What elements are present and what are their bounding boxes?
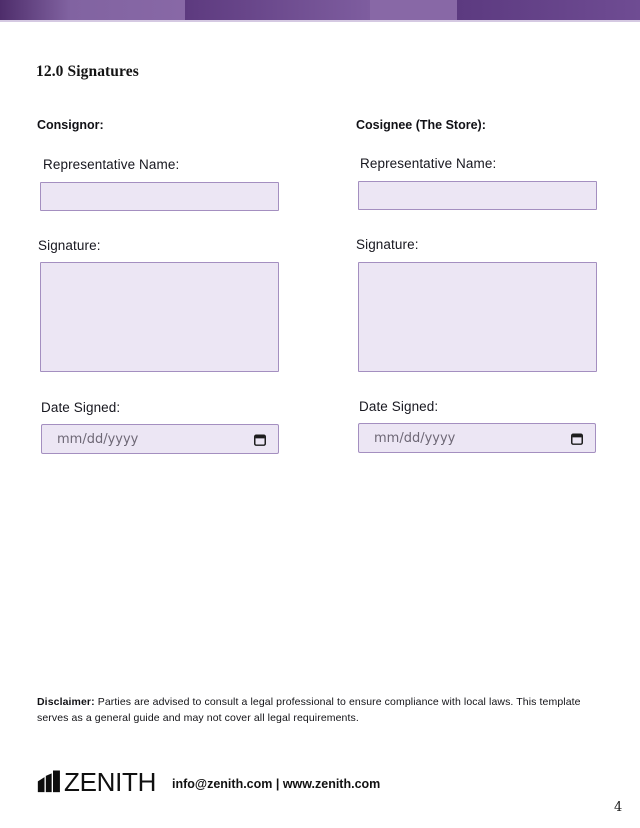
section-title: 12.0 Signatures	[36, 63, 139, 80]
consignor-signature-pad[interactable]	[40, 262, 279, 372]
disclaimer-text	[37, 694, 612, 726]
consignor-date-text[interactable]	[42, 432, 247, 447]
cosignee-signature-pad[interactable]	[358, 262, 597, 372]
calendar-icon[interactable]	[570, 431, 584, 446]
consignor-heading: Consignor:	[37, 118, 104, 132]
cosignee-date-text[interactable]	[359, 431, 564, 446]
page-number: 4	[614, 800, 623, 815]
cosignee-representative-name-input[interactable]	[358, 181, 597, 210]
disclaimer-label: Disclaimer:	[37, 696, 95, 708]
consignor-signature-label: Signature:	[38, 238, 101, 253]
cosignee-representative-name-label: Representative Name:	[360, 156, 497, 171]
cosignee-date-signed-label: Date Signed:	[359, 399, 439, 414]
footer-contact: info@zenith.com | www.zenith.com	[172, 777, 381, 791]
zenith-logo-icon	[37, 768, 62, 793]
header-bar	[0, 0, 640, 22]
calendar-icon[interactable]	[253, 432, 267, 447]
cosignee-date-input[interactable]	[358, 423, 596, 453]
header-bar-edge	[0, 20, 640, 22]
cosignee-signature-label: Signature:	[356, 237, 419, 252]
consignor-representative-name-input[interactable]	[40, 182, 279, 211]
consignor-representative-name-label: Representative Name:	[43, 157, 180, 172]
header-bar-segment	[0, 0, 185, 20]
header-bar-segment	[370, 0, 457, 20]
cosignee-heading: Cosignee (The Store):	[356, 118, 486, 132]
header-bar-segment	[185, 0, 370, 20]
disclaimer-body: Parties are advised to consult a legal professional to ensure compliance with local laws. This template serves as a general guide and may not cover all legal requirements.	[37, 696, 581, 724]
header-bar-segment	[457, 0, 640, 20]
brand-name: ZENITH	[64, 767, 157, 797]
consignor-date-signed-label: Date Signed:	[41, 400, 121, 415]
consignor-date-input[interactable]	[41, 424, 279, 454]
